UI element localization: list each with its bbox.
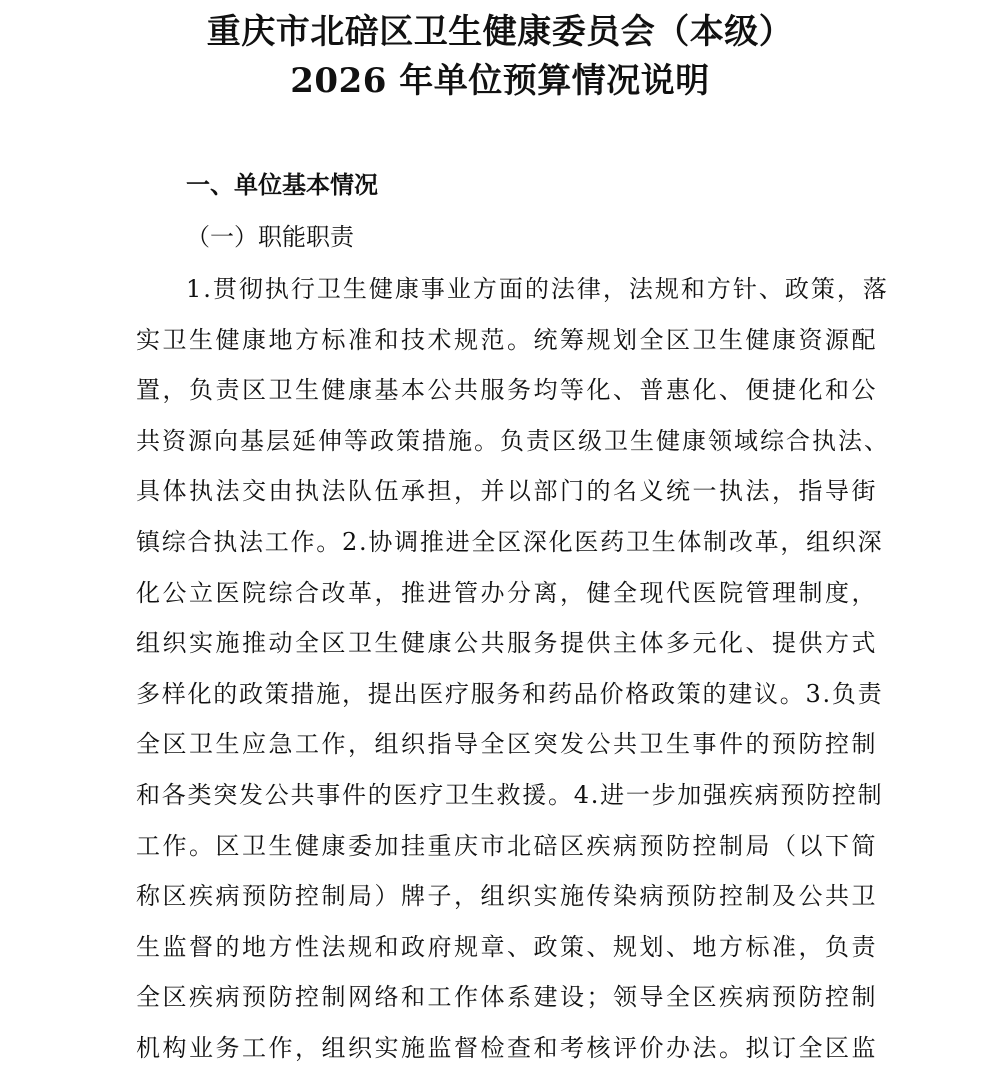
- body-text-line: 全区疾病预防控制网络和工作体系建设；领导全区疾病预防控制: [136, 983, 878, 1012]
- body-text-line: 组织实施推动全区卫生健康公共服务提供主体多元化、提供方式: [136, 629, 878, 658]
- body-text-line: 具体执法交由执法队伍承担，并以部门的名义统一执法，指导街: [136, 477, 878, 506]
- body-text-line: 实卫生健康地方标准和技术规范。统筹规划全区卫生健康资源配: [136, 325, 878, 354]
- body-text-line: 置，负责区卫生健康基本公共服务均等化、普惠化、便捷化和公: [136, 376, 878, 405]
- body-text-line: 1.贯彻执行卫生健康事业方面的法律，法规和方针、政策，落: [186, 275, 889, 303]
- document-title-line-2: 2026 年单位预算情况说明: [290, 61, 710, 101]
- body-text-line: 工作。区卫生健康委加挂重庆市北碚区疾病预防控制局（以下简: [136, 831, 878, 860]
- body-text-line: 和各类突发公共事件的医疗卫生救援。4.进一步加强疾病预防控制: [136, 781, 884, 809]
- body-text-line: 生监督的地方性法规和政府规章、政策、规划、地方标准，负责: [136, 932, 878, 961]
- body-text-line: 镇综合执法工作。2.协调推进全区深化医药卫生体制改革，组织深: [136, 528, 884, 556]
- body-text-line: 机构业务工作，组织实施监督检查和考核评价办法。拟订全区监: [136, 1034, 878, 1062]
- body-text-line: 称区疾病预防控制局）牌子，组织实施传染病预防控制及公共卫: [136, 882, 878, 911]
- body-text-line: 共资源向基层延伸等政策措施。负责区级卫生健康领域综合执法、: [136, 426, 890, 455]
- section-heading-basic-info: 一、单位基本情况: [186, 171, 378, 199]
- subsection-heading-functions: （一）职能职责: [186, 223, 354, 251]
- document-title-line-1: 重庆市北碚区卫生健康委员会（本级）: [206, 12, 794, 52]
- body-text-line: 化公立医院综合改革，推进管办分离，健全现代医院管理制度，: [136, 578, 878, 607]
- body-text-line: 多样化的政策措施，提出医疗服务和药品价格政策的建议。3.负责: [136, 679, 884, 708]
- body-text-line: 全区卫生应急工作，组织指导全区突发公共卫生事件的预防控制: [136, 730, 878, 759]
